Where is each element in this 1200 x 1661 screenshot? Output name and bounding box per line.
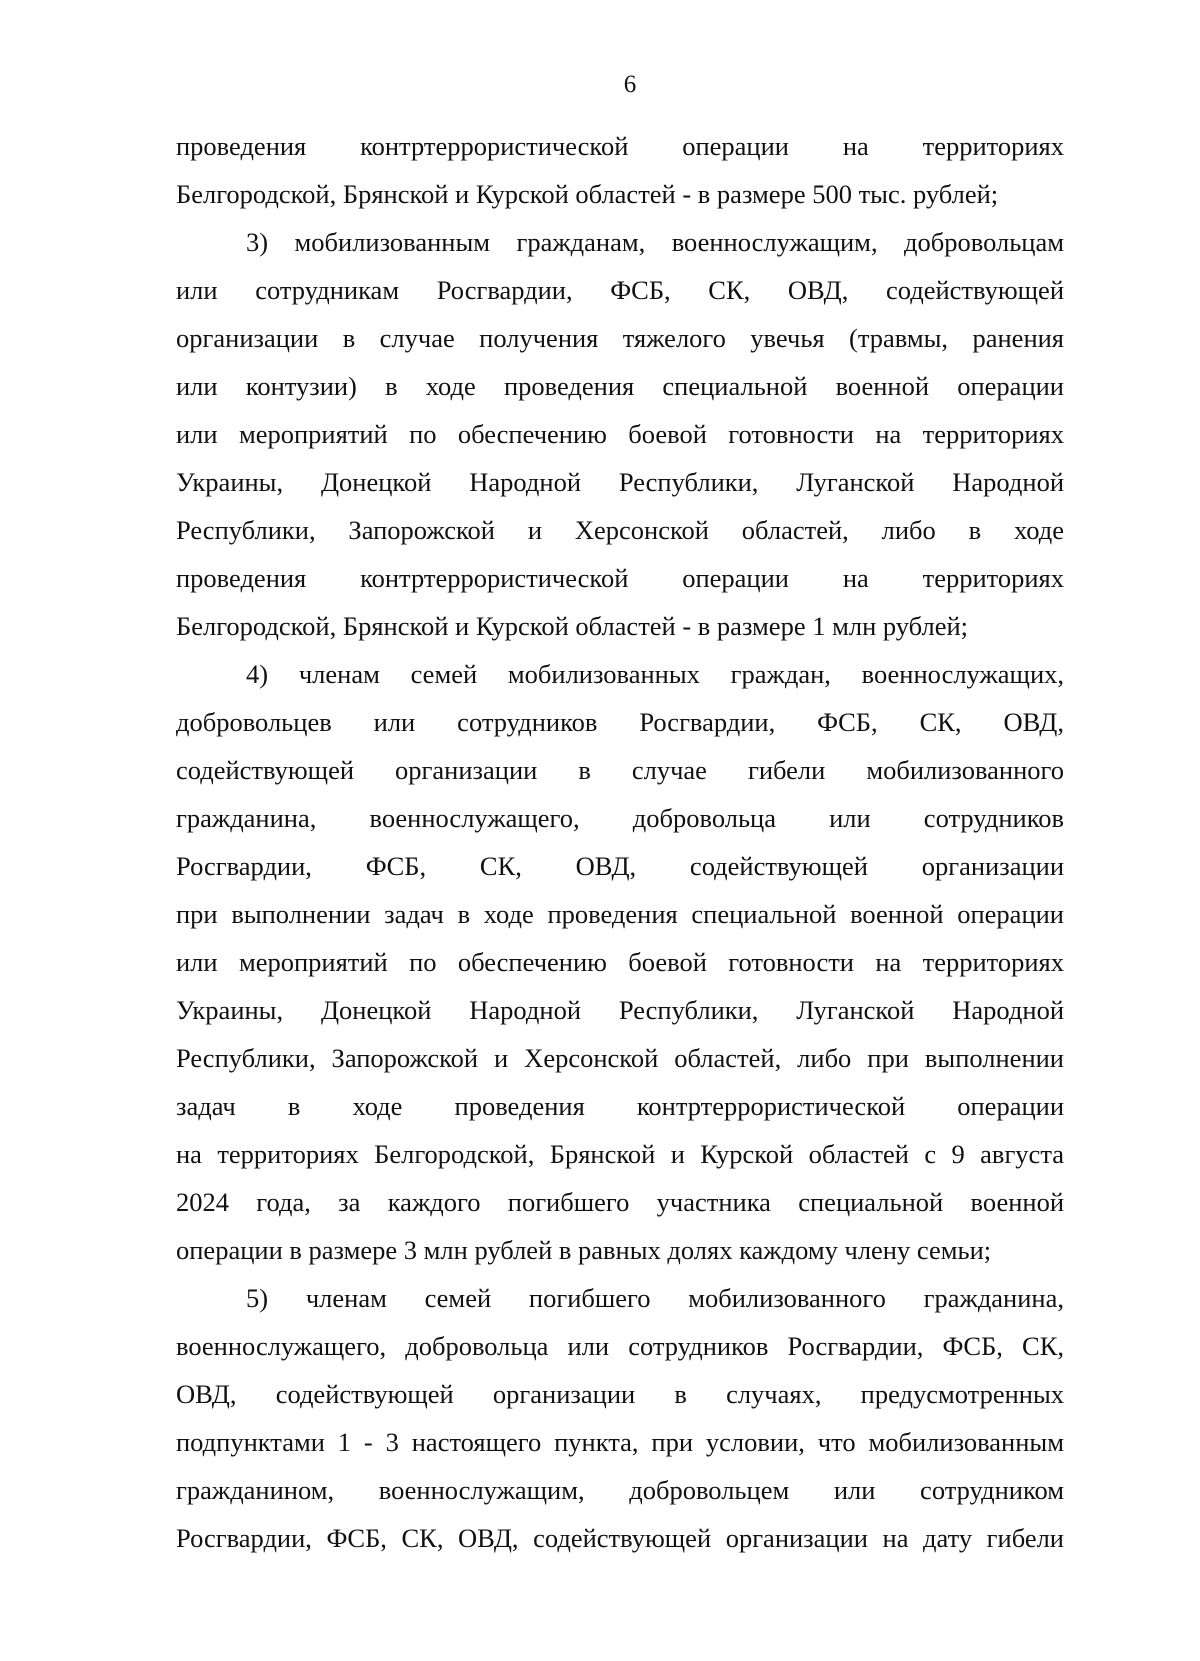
text-line: гражданином, военнослужащим, добровольцем или сотрудником: [176, 1475, 1064, 1505]
text-line: 5) членам семей погибшего мобилизованного гражданина,: [246, 1283, 1064, 1313]
text-line: задач в ходе проведения контртеррористической операции: [176, 1091, 1064, 1121]
page-number: 6: [623, 71, 637, 98]
text-line: добровольцев или сотрудников Росгвардии, ФСБ, СК, ОВД,: [176, 707, 1064, 737]
text-line: при выполнении задач в ходе проведения специальной военной операции: [176, 899, 1064, 929]
text-line: Украины, Донецкой Народной Республики, Луганской Народной: [176, 467, 1064, 497]
text-line: или мероприятий по обеспечению боевой готовности на территориях: [176, 419, 1064, 449]
text-line: или контузии) в ходе проведения специальной военной операции: [176, 371, 1064, 401]
text-line: Республики, Запорожской и Херсонской областей, либо при выполнении: [176, 1043, 1064, 1073]
text-line: Росгвардии, ФСБ, СК, ОВД, содействующей организации: [176, 851, 1064, 881]
text-line: проведения контртеррористической операции на территориях: [176, 131, 1064, 161]
text-line: 3) мобилизованным гражданам, военнослужащим, добровольцам: [246, 227, 1064, 257]
paragraph-item-4: [176, 650, 1064, 1274]
text-line: Республики, Запорожской и Херсонской областей, либо в ходе: [176, 515, 1064, 545]
text-line: 4) членам семей мобилизованных граждан, военнослужащих,: [246, 659, 1064, 689]
text-line: Украины, Донецкой Народной Республики, Луганской Народной: [176, 995, 1064, 1025]
paragraph-item-5: [176, 1274, 1064, 1562]
text-line: гражданина, военнослужащего, добровольца или сотрудников: [176, 803, 1064, 833]
text-line: военнослужащего, добровольца или сотрудников Росгвардии, ФСБ, СК,: [176, 1331, 1064, 1361]
text-line: ОВД, содействующей организации в случаях, предусмотренных: [176, 1379, 1064, 1409]
text-line: подпунктами 1 - 3 настоящего пункта, при условии, что мобилизованным: [176, 1427, 1064, 1457]
text-line: 2024 года, за каждого погибшего участника специальной военной: [176, 1187, 1064, 1217]
text-line: или сотрудникам Росгвардии, ФСБ, СК, ОВД, содействующей: [176, 275, 1064, 305]
text-line: Белгородской, Брянской и Курской областей - в размере 1 млн рублей;: [176, 611, 969, 641]
document-body: [176, 122, 1064, 1562]
text-line: или мероприятий по обеспечению боевой готовности на территориях: [176, 947, 1064, 977]
text-line: операции в размере 3 млн рублей в равных долях каждому члену семьи;: [176, 1235, 992, 1265]
text-line: Росгвардии, ФСБ, СК, ОВД, содействующей организации на дату гибели: [176, 1523, 1064, 1553]
text-line: организации в случае получения тяжелого увечья (травмы, ранения: [176, 323, 1064, 353]
text-line: проведения контртеррористической операции на территориях: [176, 563, 1064, 593]
paragraph-item-3: [176, 218, 1064, 650]
text-line: Белгородской, Брянской и Курской областей - в размере 500 тыс. рублей;: [176, 179, 999, 209]
text-line: содействующей организации в случае гибели мобилизованного: [176, 755, 1064, 785]
text-line: на территориях Белгородской, Брянской и Курской областей с 9 августа: [176, 1139, 1064, 1169]
paragraph-continuation: [176, 122, 1064, 218]
